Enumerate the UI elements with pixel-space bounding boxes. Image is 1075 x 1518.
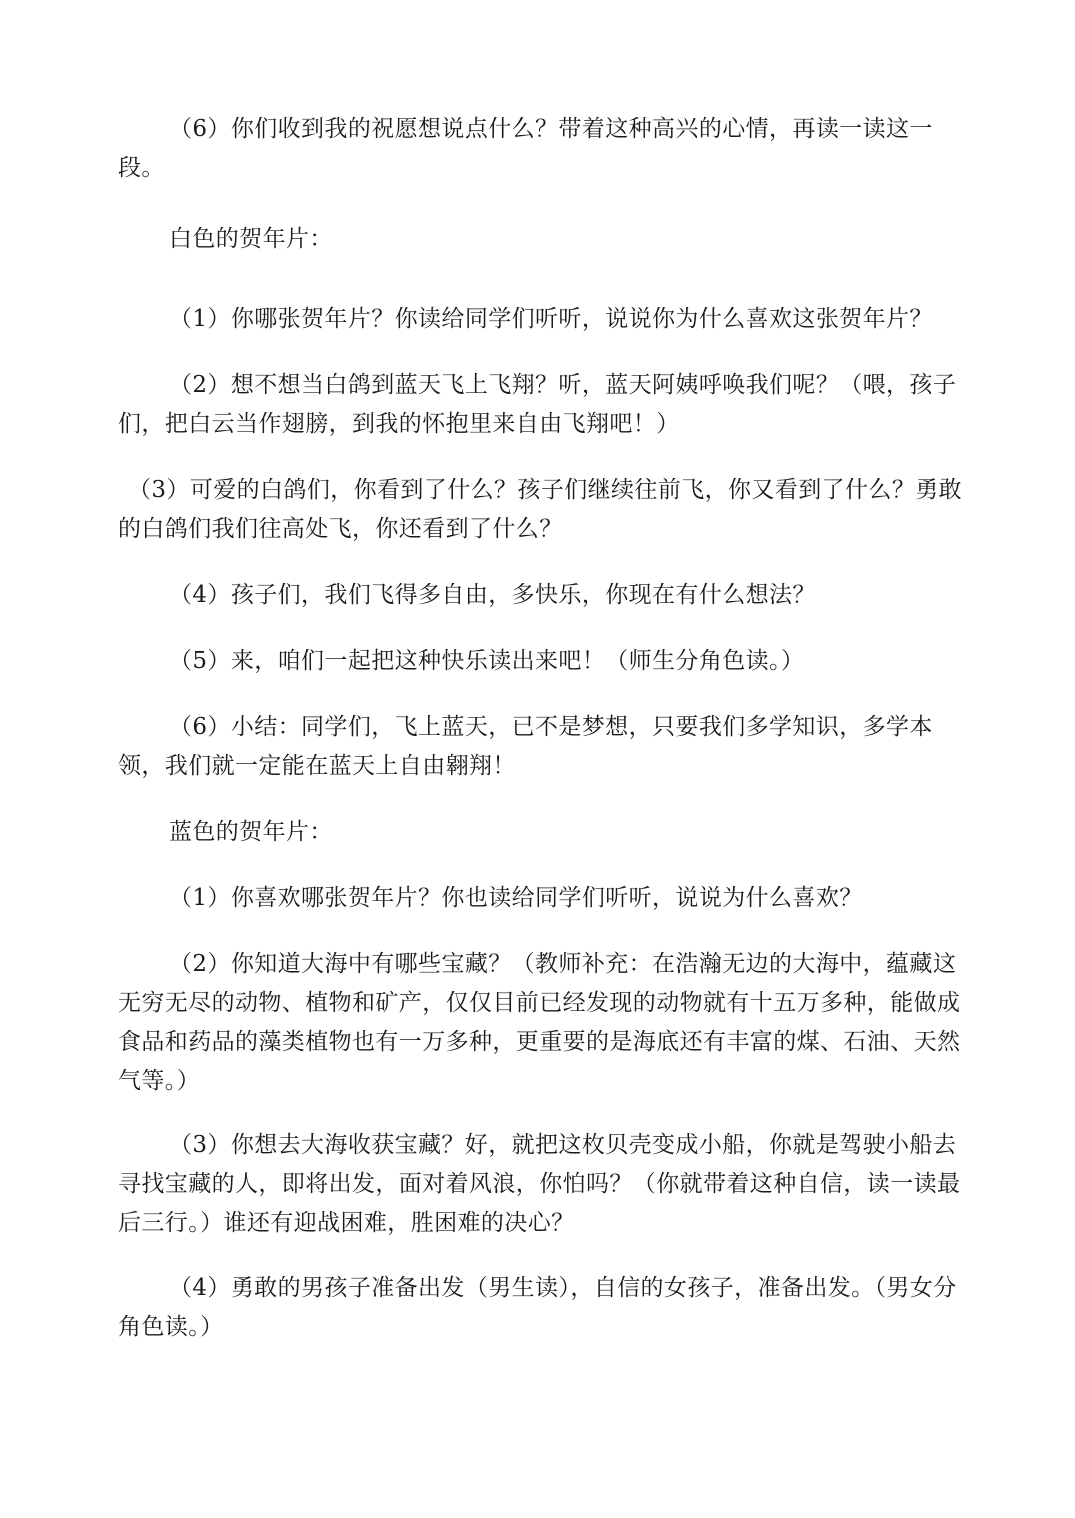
paragraph-blue-1: （1）你喜欢哪张贺年片？你也读给同学们听听，说说为什么喜欢？ bbox=[169, 885, 863, 911]
paragraph-white-2: （2）想不想当白鸽到蓝天飞上飞翔？听，蓝天阿姨呼唤我们呢？（喂，孩子们，把白云当作翅膀，到我的怀抱里来自由飞翔吧！） bbox=[118, 372, 957, 437]
section-heading-blue-card: 蓝色的贺年片： bbox=[169, 819, 333, 845]
paragraph-blue-2: （2）你知道大海中有哪些宝藏？（教师补充：在浩瀚无边的大海中，蕴藏这无穷无尽的动物、植物和矿产，仅仅目前已经发现的动物就有十五万多种，能做成食品和药品的藻类植物也有一万多种，更重要的是海底还有丰富的煤、石油、天然气等。） bbox=[118, 951, 961, 1094]
paragraph-white-1: （1）你哪张贺年片？你读给同学们听听，说说你为什么喜欢这张贺年片？ bbox=[169, 306, 933, 332]
paragraph-blue-3: （3）你想去大海收获宝藏？好，就把这枚贝壳变成小船，你就是驾驶小船去寻找宝藏的人，即将出发，面对着风浪，你怕吗？（你就带着这种自信，读一读最后三行。）谁还有迎战困难，胜困难的决心？ bbox=[118, 1132, 961, 1236]
paragraph-1: （6）你们收到我的祝愿想说点什么？带着这种高兴的心情，再读一读这一段。 bbox=[118, 116, 933, 181]
paragraph-white-5: （5）来，咱们一起把这种快乐读出来吧！（师生分角色读。） bbox=[169, 648, 805, 674]
paragraph-white-3: （3）可爱的白鸽们，你看到了什么？孩子们继续往前飞，你又看到了什么？勇敢的白鸽们我们往高处飞，你还看到了什么？ bbox=[118, 477, 963, 542]
paragraph-white-4: （4）孩子们，我们飞得多自由，多快乐，你现在有什么想法？ bbox=[169, 582, 816, 608]
paragraph-blue-4: （4）勇敢的男孩子准备出发（男生读），自信的女孩子，准备出发。（男女分角色读。） bbox=[118, 1275, 957, 1340]
paragraph-white-6-summary: （6）小结：同学们，飞上蓝天，已不是梦想，只要我们多学知识，多学本领，我们就一定能在蓝天上自由翱翔！ bbox=[118, 714, 933, 779]
section-heading-white-card: 白色的贺年片： bbox=[169, 226, 333, 252]
